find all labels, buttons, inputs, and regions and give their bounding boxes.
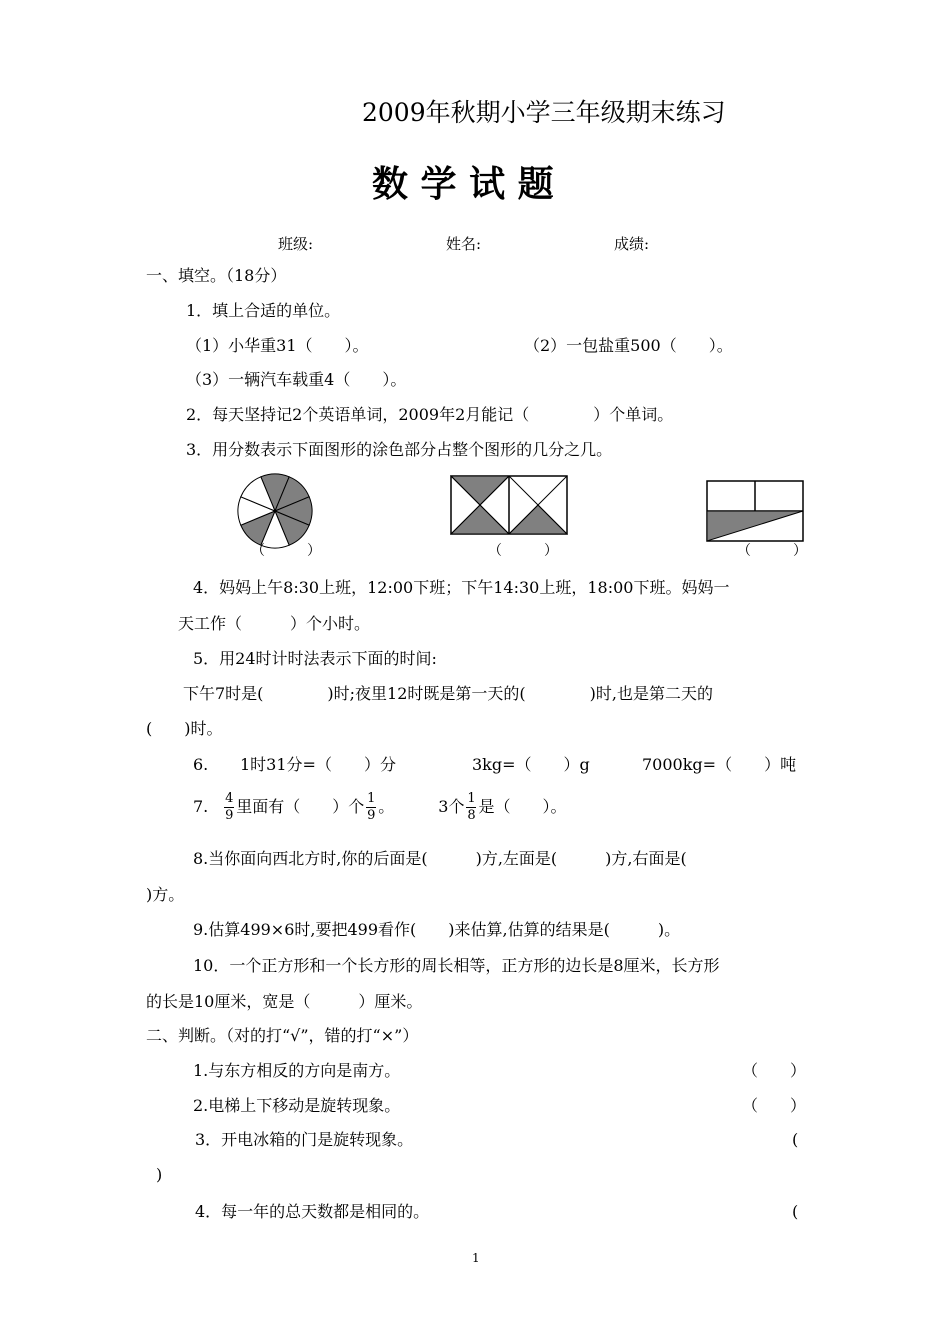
q1-part1: （1）小华重31（ ）。 bbox=[186, 336, 369, 355]
q5-line1: 下午7时是( )时;夜里12时既是第一天的( )时,也是第二天的 bbox=[183, 684, 713, 703]
q1-stem: 1．填上合适的单位。 bbox=[186, 301, 341, 320]
q9: 9.估算499×6时,要把499看作( )来估算,估算的结果是( )。 bbox=[193, 920, 681, 939]
q6-part1: 1时31分=（ ）分 bbox=[240, 755, 396, 774]
q7 bbox=[193, 792, 567, 822]
q7-text1: 里面有（ ）个 bbox=[236, 797, 365, 817]
q2: 2．每天坚持记2个英语单词，2009年2月能记（ ）个单词。 bbox=[186, 405, 674, 424]
q7-text2: 。 bbox=[378, 797, 395, 817]
q6-part3: 7000kg=（ ）吨 bbox=[642, 755, 797, 774]
q4-line1: 4．妈妈上午8:30上班，12:00下班；下午14:30上班，18:00下班。妈妈一 bbox=[193, 578, 730, 597]
exam-subtitle: 2009年秋期小学三年级期末练习 bbox=[362, 98, 726, 127]
judge-paren-1: （ ） bbox=[742, 1061, 807, 1080]
q7-text3: 3个 bbox=[438, 797, 465, 817]
q3-answer-1: （ ） bbox=[251, 543, 321, 559]
judge-item-3: 3．开电冰箱的门是旋转现象。 bbox=[195, 1130, 414, 1149]
q6-part2: 3kg=（ ）g bbox=[472, 755, 590, 774]
q1-part3: （3）一辆汽车载重4（ ）。 bbox=[186, 370, 407, 389]
q7-number: 7. bbox=[193, 797, 209, 817]
judge-item-4: 4．每一年的总天数都是相同的。 bbox=[195, 1202, 430, 1221]
fraction-numerator: 4 bbox=[225, 791, 234, 806]
q5-stem: 5．用24时计时法表示下面的时间: bbox=[193, 649, 437, 668]
name-field-label: 姓名: bbox=[446, 235, 482, 253]
judge-paren-3-open: ( bbox=[792, 1130, 799, 1149]
q6-number: 6. bbox=[193, 755, 209, 774]
q3-answer-3: （ ） bbox=[737, 543, 807, 559]
fraction-numerator: 1 bbox=[467, 791, 476, 806]
judge-paren-4-open: ( bbox=[792, 1202, 799, 1221]
q8-line1: 8.当你面向西北方时,你的后面是( )方,左面是( )方,右面是( bbox=[193, 849, 687, 868]
pie-figure bbox=[236, 472, 314, 550]
rectangle-split-figure bbox=[706, 480, 804, 542]
judge-item-2: 2.电梯上下移动是旋转现象。 bbox=[193, 1096, 401, 1115]
fraction-denominator: 9 bbox=[367, 807, 376, 823]
exam-title: 数 学 试 题 bbox=[372, 164, 554, 205]
q7-text4: 是（ ）。 bbox=[478, 797, 567, 817]
q1-part2: （2）一包盐重500（ ）。 bbox=[524, 336, 733, 355]
fraction-one-eighth bbox=[466, 792, 476, 822]
q8-line2: )方。 bbox=[146, 885, 185, 904]
score-field-label: 成绩: bbox=[614, 235, 650, 253]
section2-heading: 二、判断。（对的打“√”，错的打“×”） bbox=[146, 1026, 419, 1045]
fraction-denominator: 8 bbox=[467, 807, 476, 823]
fraction-four-ninths bbox=[224, 792, 234, 822]
section1-heading: 一、填空。（18分） bbox=[146, 266, 287, 285]
fraction-one-ninth bbox=[366, 792, 376, 822]
q5-line2: ( )时。 bbox=[146, 719, 223, 738]
q10-line1: 10．一个正方形和一个长方形的周长相等，正方形的边长是8厘米，长方形 bbox=[193, 956, 720, 975]
fraction-numerator: 1 bbox=[367, 791, 376, 806]
fraction-denominator: 9 bbox=[225, 807, 234, 823]
q3-answer-2: （ ） bbox=[488, 543, 558, 559]
class-field-label: 班级: bbox=[278, 235, 314, 253]
q10-line2: 的长是10厘米，宽是（ ）厘米。 bbox=[146, 992, 423, 1011]
judge-paren-2: （ ） bbox=[742, 1096, 807, 1115]
rectangle-triangles-figure bbox=[450, 475, 568, 535]
judge-paren-3-close: ) bbox=[156, 1165, 163, 1184]
q3-stem: 3．用分数表示下面图形的涂色部分占整个图形的几分之几。 bbox=[186, 440, 613, 459]
judge-item-1: 1.与东方相反的方向是南方。 bbox=[193, 1061, 401, 1080]
page-number: 1 bbox=[472, 1251, 480, 1265]
q4-line2: 天工作（ ）个小时。 bbox=[178, 614, 371, 633]
